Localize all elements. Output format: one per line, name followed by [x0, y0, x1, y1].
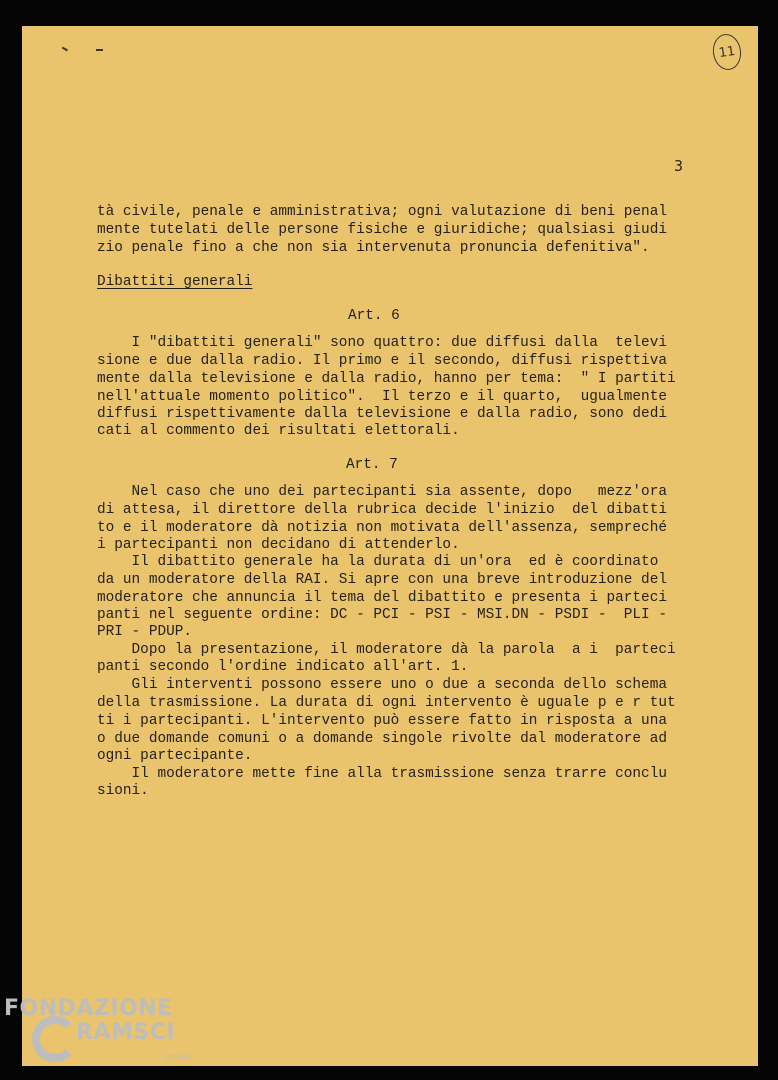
scan-speck: [96, 49, 103, 51]
text-line: da un moderatore della RAI. Si apre con una breve introduzione del: [97, 572, 667, 588]
watermark-text: onlus: [164, 1052, 191, 1063]
watermark-text: RAMSCI: [76, 1020, 176, 1045]
text-line: PRI - PDUP.: [97, 624, 192, 640]
text-line: ogni partecipante.: [97, 748, 253, 764]
article-title: Art. 7: [346, 457, 398, 473]
text-line: nell'attuale momento politico". Il terzo e il quarto, ugualmente: [97, 389, 667, 405]
text-line: sione e due dalla radio. Il primo e il secondo, diffusi rispettiva: [97, 353, 667, 369]
text-line: cati al commento dei risultati elettorali.: [97, 423, 460, 439]
text-line: o due domande comuni o a domande singole rivolte dal moderatore ad: [97, 731, 667, 747]
text-line: I "dibattiti generali" sono quattro: due diffusi dalla televi: [97, 335, 667, 351]
archive-page-mark: 11: [711, 32, 744, 72]
section-heading: Dibattiti generali: [97, 274, 253, 290]
page-number: 3: [674, 157, 684, 175]
text-line: mente tutelati delle persone fisiche e giuridiche; qualsiasi giudi: [97, 222, 667, 238]
text-line: to e il moderatore dà notizia non motivata dell'assenza, sempreché: [97, 520, 667, 536]
watermark-g-icon: [32, 1016, 78, 1062]
article-title: Art. 6: [348, 308, 400, 324]
watermark-logo: [4, 992, 194, 1080]
text-line: ti i partecipanti. L'intervento può essere fatto in risposta a una: [97, 713, 667, 729]
text-line: Il moderatore mette fine alla trasmissione senza trarre conclu: [97, 766, 667, 782]
text-line: i partecipanti non decidano di attenderlo.: [97, 537, 460, 553]
text-line: Dopo la presentazione, il moderatore dà la parola a i parteci: [97, 642, 676, 658]
text-line: sioni.: [97, 783, 149, 799]
text-line: panti nel seguente ordine: DC - PCI - PSI - MSI.DN - PSDI - PLI -: [97, 607, 667, 623]
text-line: di attesa, il direttore della rubrica decide l'inizio del dibatti: [97, 502, 667, 518]
text-line: zio penale fino a che non sia intervenuta pronuncia defenitiva".: [97, 240, 650, 256]
watermark-text: FONDAZIONE: [4, 996, 173, 1021]
text-line: panti secondo l'ordine indicato all'art. 1.: [97, 659, 469, 675]
text-line: Nel caso che uno dei partecipanti sia assente, dopo mezz'ora: [97, 484, 667, 500]
text-line: Il dibattito generale ha la durata di un'ora ed è coordinato: [97, 554, 659, 570]
text-line: mente dalla televisione e dalla radio, hanno per tema: " I partiti: [97, 371, 676, 387]
text-line: moderatore che annuncia il tema del dibattito e presenta i parteci: [97, 590, 667, 606]
text-line: della trasmissione. La durata di ogni intervento è uguale p e r tut: [97, 695, 676, 711]
text-line: diffusi rispettivamente dalla televisione e dalla radio, sono dedi: [97, 406, 667, 422]
text-line: tà civile, penale e amministrativa; ogni valutazione di beni penal: [97, 204, 667, 220]
text-line: Gli interventi possono essere uno o due a seconda dello schema: [97, 677, 667, 693]
